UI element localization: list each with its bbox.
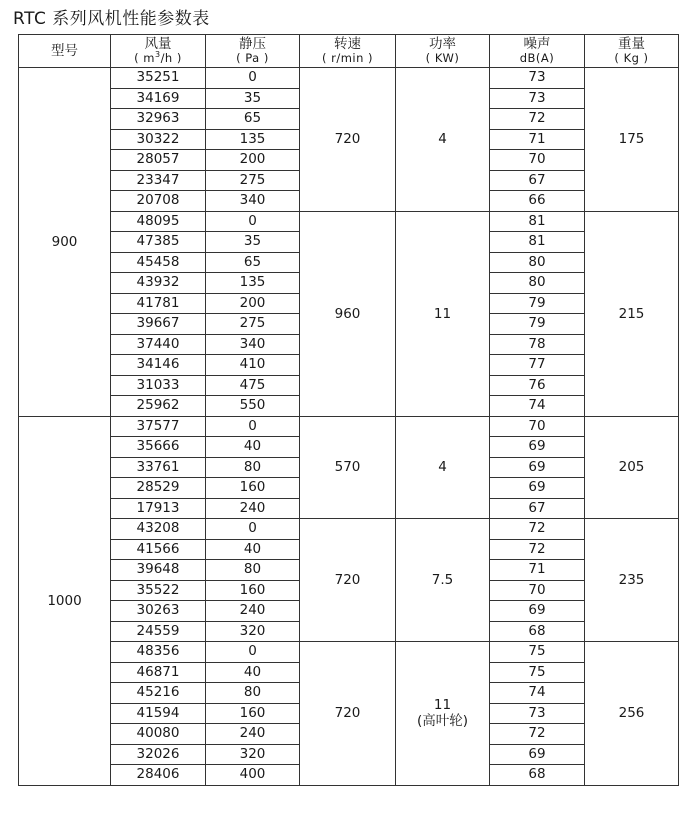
power-value: 7.5 — [431, 572, 454, 588]
speed-cell: 720 — [300, 68, 396, 212]
airflow-cell: 48095 — [111, 211, 206, 232]
pressure-cell: 340 — [206, 334, 300, 355]
airflow-cell: 39667 — [111, 314, 206, 335]
noise-cell: 80 — [490, 273, 585, 294]
power-cell — [396, 519, 490, 642]
weight-cell: 215 — [585, 211, 679, 416]
pressure-cell: 320 — [206, 744, 300, 765]
pressure-cell: 410 — [206, 355, 300, 376]
header-row — [19, 35, 679, 68]
airflow-cell: 43208 — [111, 519, 206, 540]
noise-cell: 79 — [490, 314, 585, 335]
power-note: (高叶轮) — [416, 713, 469, 730]
power-cell — [396, 211, 490, 416]
pressure-cell: 550 — [206, 396, 300, 417]
airflow-cell: 25962 — [111, 396, 206, 417]
airflow-cell: 28057 — [111, 150, 206, 171]
noise-cell: 72 — [490, 724, 585, 745]
header-speed: 转速 ( r/min ) — [300, 35, 396, 68]
pressure-cell: 160 — [206, 580, 300, 601]
airflow-cell: 23347 — [111, 170, 206, 191]
pressure-cell: 475 — [206, 375, 300, 396]
pressure-cell: 80 — [206, 457, 300, 478]
pressure-cell: 135 — [206, 129, 300, 150]
airflow-cell: 31033 — [111, 375, 206, 396]
noise-cell: 80 — [490, 252, 585, 273]
airflow-cell: 39648 — [111, 560, 206, 581]
pressure-cell: 80 — [206, 560, 300, 581]
pressure-cell: 40 — [206, 662, 300, 683]
pressure-cell: 200 — [206, 293, 300, 314]
airflow-cell: 40080 — [111, 724, 206, 745]
header-pressure: 静压 ( Pa ) — [206, 35, 300, 68]
airflow-cell: 17913 — [111, 498, 206, 519]
pressure-cell: 240 — [206, 601, 300, 622]
pressure-cell: 275 — [206, 170, 300, 191]
pressure-cell: 240 — [206, 498, 300, 519]
fan-performance-table — [18, 34, 679, 786]
pressure-cell: 40 — [206, 437, 300, 458]
airflow-cell: 28406 — [111, 765, 206, 786]
noise-cell: 68 — [490, 765, 585, 786]
airflow-cell: 41566 — [111, 539, 206, 560]
noise-cell: 70 — [490, 416, 585, 437]
noise-cell: 69 — [490, 601, 585, 622]
power-value: 11 — [433, 697, 452, 714]
power-cell — [396, 416, 490, 519]
noise-cell: 69 — [490, 457, 585, 478]
noise-cell: 69 — [490, 478, 585, 499]
pressure-cell: 160 — [206, 703, 300, 724]
noise-cell: 70 — [490, 150, 585, 171]
noise-cell: 74 — [490, 396, 585, 417]
pressure-cell: 35 — [206, 88, 300, 109]
header-model: 型号 — [19, 35, 111, 68]
noise-cell: 79 — [490, 293, 585, 314]
airflow-cell: 37577 — [111, 416, 206, 437]
airflow-cell: 34169 — [111, 88, 206, 109]
pressure-cell: 65 — [206, 109, 300, 130]
airflow-cell: 30263 — [111, 601, 206, 622]
airflow-cell: 33761 — [111, 457, 206, 478]
noise-cell: 72 — [490, 539, 585, 560]
airflow-cell: 35522 — [111, 580, 206, 601]
airflow-cell: 41594 — [111, 703, 206, 724]
power-cell — [396, 68, 490, 212]
noise-cell: 67 — [490, 498, 585, 519]
weight-cell: 256 — [585, 642, 679, 786]
model-cell: 1000 — [19, 416, 111, 785]
header-power: 功率 ( KW) — [396, 35, 490, 68]
table-row — [19, 211, 679, 232]
weight-cell: 205 — [585, 416, 679, 519]
airflow-cell: 20708 — [111, 191, 206, 212]
pressure-cell: 0 — [206, 519, 300, 540]
noise-cell: 75 — [490, 662, 585, 683]
airflow-cell: 43932 — [111, 273, 206, 294]
airflow-cell: 41781 — [111, 293, 206, 314]
noise-cell: 72 — [490, 519, 585, 540]
airflow-cell: 32963 — [111, 109, 206, 130]
pressure-cell: 340 — [206, 191, 300, 212]
header-noise: 噪声 dB(A) — [490, 35, 585, 68]
power-value: 4 — [438, 131, 447, 148]
noise-cell: 81 — [490, 232, 585, 253]
pressure-cell: 80 — [206, 683, 300, 704]
noise-cell: 70 — [490, 580, 585, 601]
table-row — [19, 68, 679, 89]
weight-cell: 175 — [585, 68, 679, 212]
airflow-cell: 24559 — [111, 621, 206, 642]
table-body — [19, 68, 679, 786]
airflow-cell: 34146 — [111, 355, 206, 376]
pressure-cell: 65 — [206, 252, 300, 273]
pressure-cell: 135 — [206, 273, 300, 294]
model-cell: 900 — [19, 68, 111, 417]
pressure-cell: 400 — [206, 765, 300, 786]
pressure-cell: 0 — [206, 642, 300, 663]
pressure-cell: 320 — [206, 621, 300, 642]
airflow-cell: 45458 — [111, 252, 206, 273]
noise-cell: 77 — [490, 355, 585, 376]
pressure-cell: 200 — [206, 150, 300, 171]
noise-cell: 76 — [490, 375, 585, 396]
power-cell — [396, 642, 490, 786]
noise-cell: 69 — [490, 744, 585, 765]
noise-cell: 81 — [490, 211, 585, 232]
power-value: 4 — [438, 459, 447, 476]
airflow-cell: 37440 — [111, 334, 206, 355]
pressure-cell: 240 — [206, 724, 300, 745]
pressure-cell: 275 — [206, 314, 300, 335]
pressure-cell: 0 — [206, 211, 300, 232]
airflow-cell: 35251 — [111, 68, 206, 89]
speed-cell: 720 — [300, 519, 396, 642]
airflow-cell: 30322 — [111, 129, 206, 150]
noise-cell: 78 — [490, 334, 585, 355]
airflow-cell: 35666 — [111, 437, 206, 458]
airflow-cell: 45216 — [111, 683, 206, 704]
noise-cell: 67 — [490, 170, 585, 191]
noise-cell: 71 — [490, 560, 585, 581]
pressure-cell: 0 — [206, 68, 300, 89]
page-title: RTC 系列风机性能参数表 — [13, 9, 210, 29]
airflow-cell: 28529 — [111, 478, 206, 499]
noise-cell: 68 — [490, 621, 585, 642]
noise-cell: 72 — [490, 109, 585, 130]
noise-cell: 69 — [490, 437, 585, 458]
noise-cell: 74 — [490, 683, 585, 704]
airflow-cell: 32026 — [111, 744, 206, 765]
pressure-cell: 40 — [206, 539, 300, 560]
table-row — [19, 519, 679, 540]
airflow-cell: 48356 — [111, 642, 206, 663]
noise-cell: 66 — [490, 191, 585, 212]
pressure-cell: 160 — [206, 478, 300, 499]
speed-cell: 960 — [300, 211, 396, 416]
noise-cell: 73 — [490, 68, 585, 89]
header-weight: 重量 ( Kg ) — [585, 35, 679, 68]
noise-cell: 73 — [490, 88, 585, 109]
airflow-cell: 47385 — [111, 232, 206, 253]
table-row — [19, 642, 679, 663]
airflow-cell: 46871 — [111, 662, 206, 683]
power-value: 11 — [433, 305, 452, 322]
noise-cell: 73 — [490, 703, 585, 724]
weight-cell: 235 — [585, 519, 679, 642]
table-row — [19, 416, 679, 437]
noise-cell: 75 — [490, 642, 585, 663]
pressure-cell: 35 — [206, 232, 300, 253]
noise-cell: 71 — [490, 129, 585, 150]
pressure-cell: 0 — [206, 416, 300, 437]
speed-cell: 570 — [300, 416, 396, 519]
header-airflow: 风量 ( $m^3/h$ ) — [111, 35, 206, 68]
speed-cell: 720 — [300, 642, 396, 786]
